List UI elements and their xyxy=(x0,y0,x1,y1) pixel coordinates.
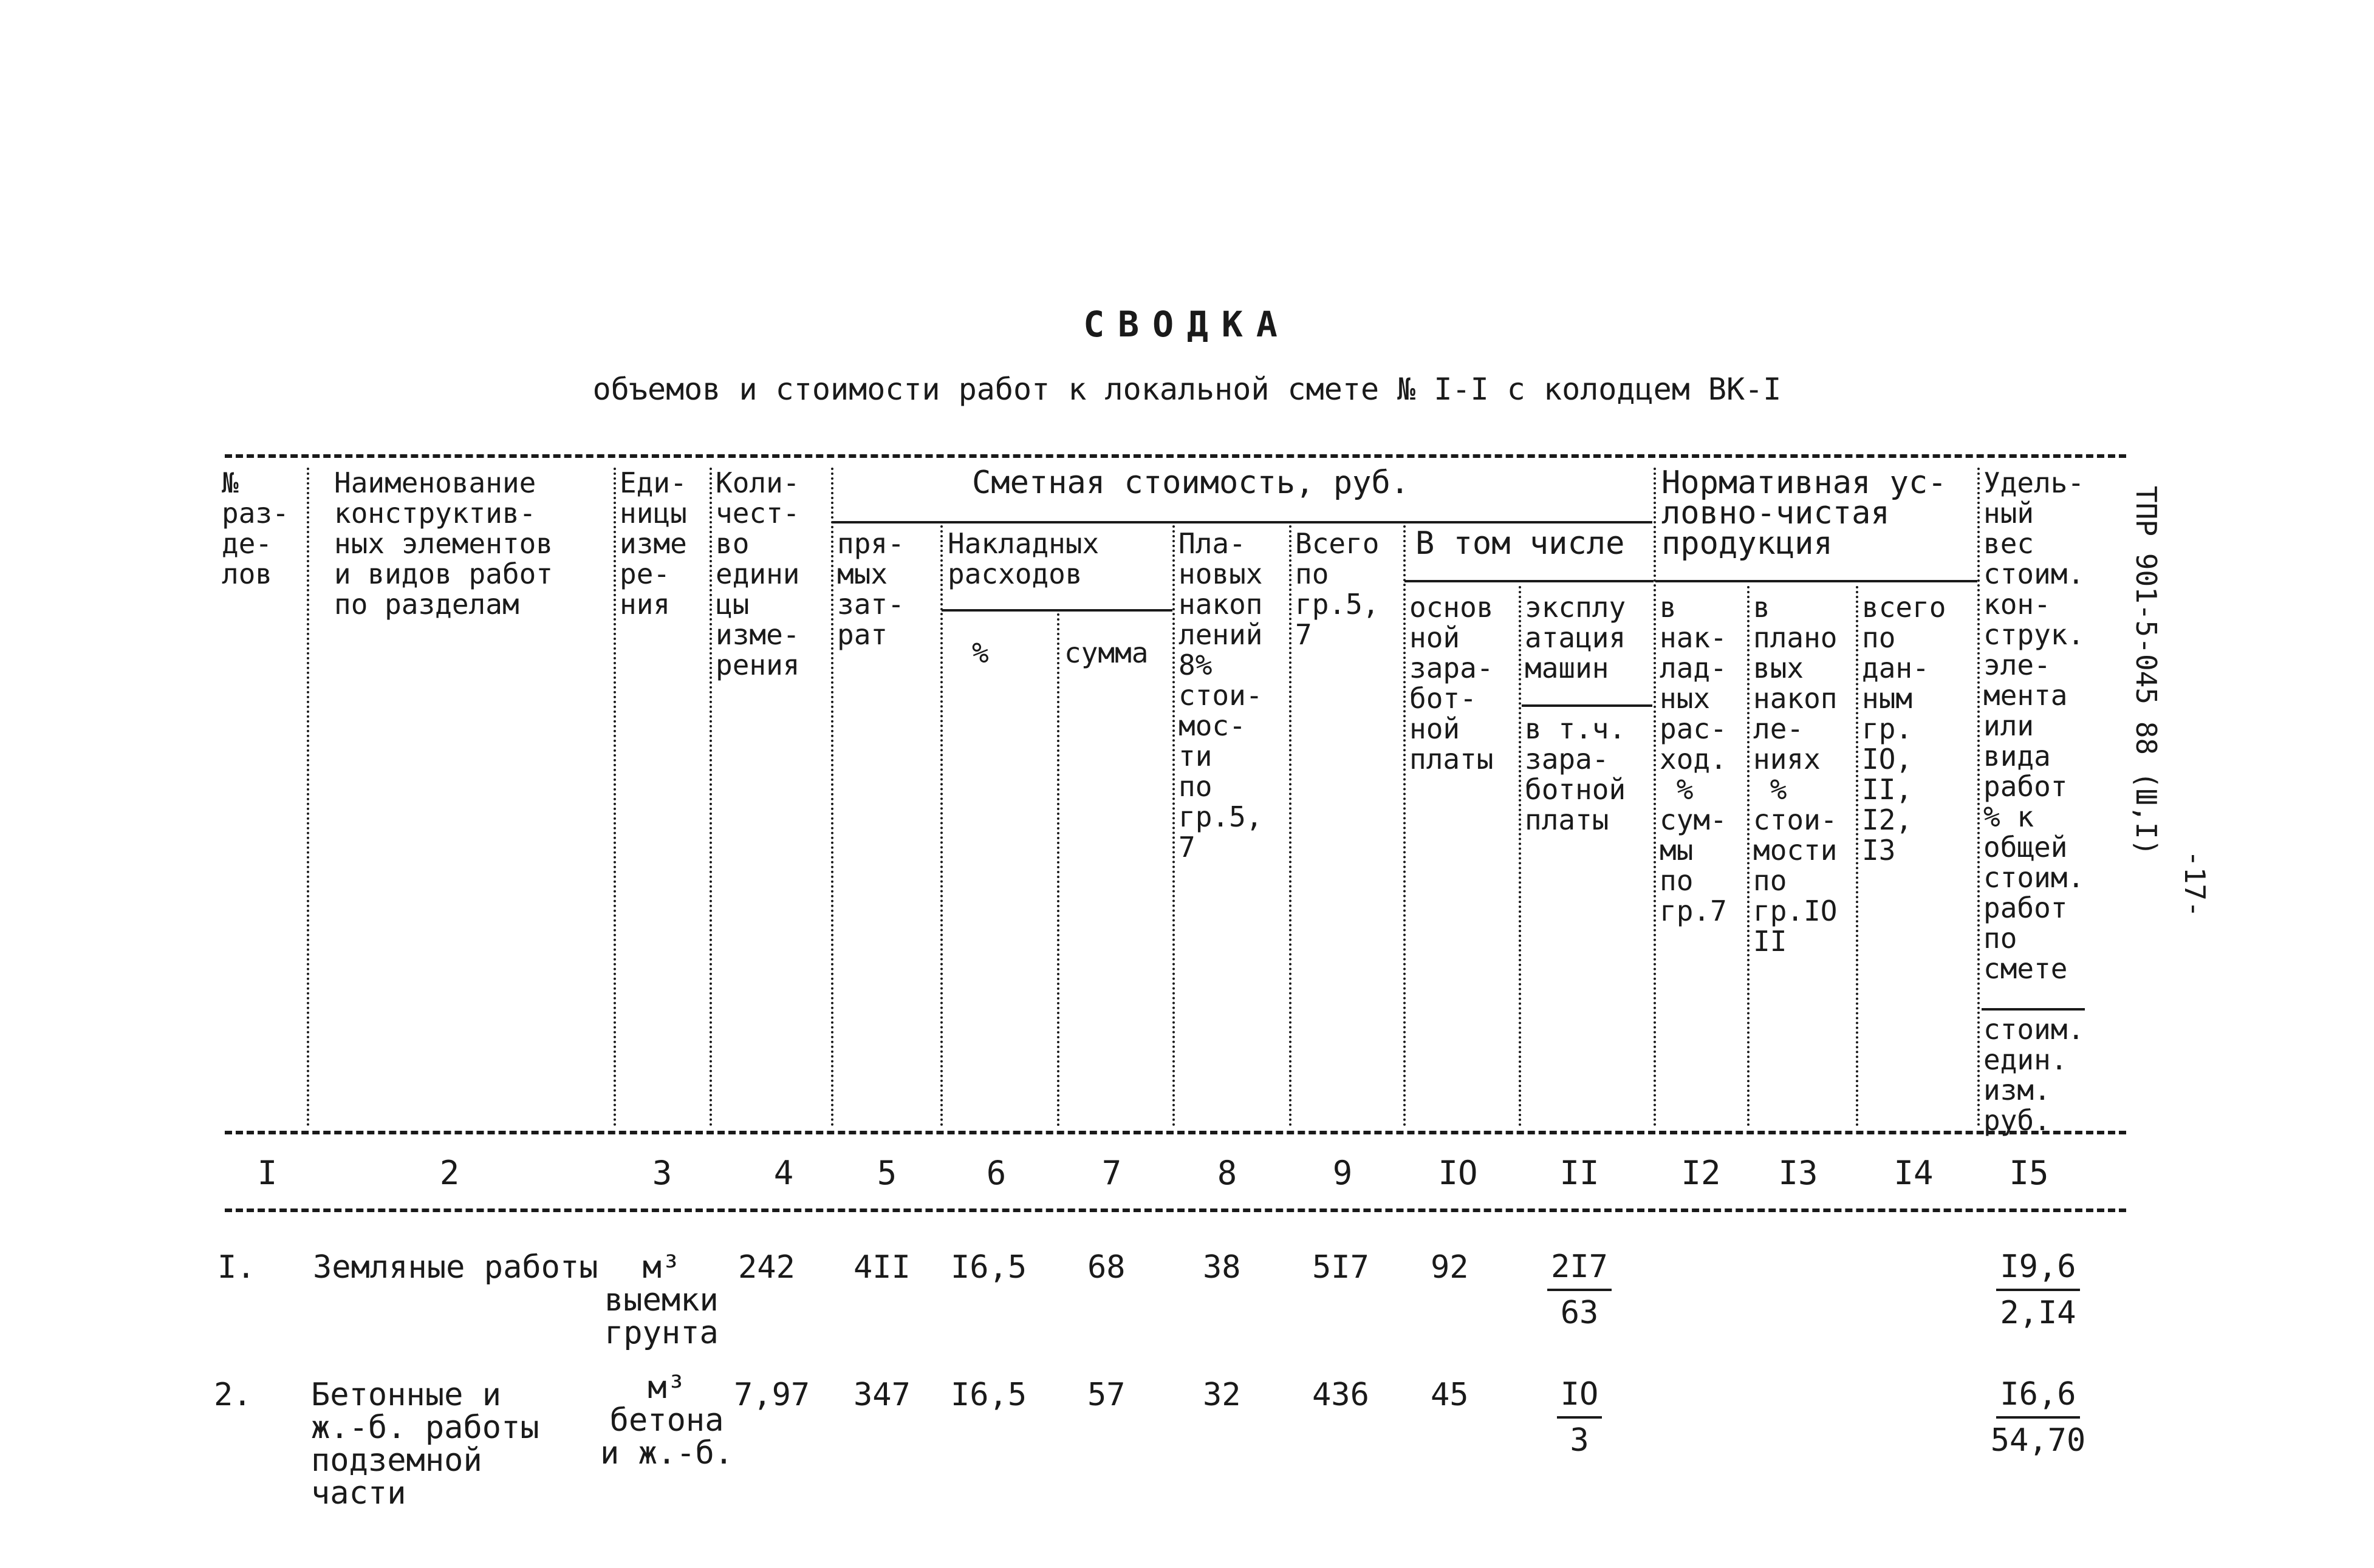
row1-share-value: I9,6 xyxy=(1996,1245,2079,1291)
row1-total: 5I7 xyxy=(1312,1249,1369,1286)
column-number: 9 xyxy=(1332,1154,1353,1192)
row2-overhead-sum: 57 xyxy=(1087,1377,1126,1413)
cost-group-rule xyxy=(832,521,1652,523)
header-unit: Еди- ницы изме ре- ния xyxy=(620,466,687,621)
column-number: 8 xyxy=(1217,1154,1237,1192)
document-subtitle: объемов и стоимости работ к локальной смете № I-I с колодцем ВК-I xyxy=(592,372,1782,407)
header-norm-total: всего по дан- ным гр. IO, II, I2, I3 xyxy=(1862,591,1946,867)
column-number: 3 xyxy=(652,1154,672,1192)
row1-machines-wages: 63 xyxy=(1560,1295,1599,1331)
header-quantity: Коли- чест- во едини цы изме- рения xyxy=(716,466,800,681)
header-overhead-sum: сумма xyxy=(1064,636,1149,669)
column-number: 2 xyxy=(439,1154,460,1192)
row1-machines xyxy=(1537,1245,1622,1335)
side-code: ТПР 901-5-045 88 (Ш,I) xyxy=(2130,486,2163,856)
row2-direct: 347 xyxy=(853,1377,911,1413)
row2-no: 2. xyxy=(214,1377,252,1413)
header-separator xyxy=(710,468,712,1127)
header-separator xyxy=(1403,525,1406,1127)
header-element-name: Наименование конструктив- ных элементов и видов работ по разделам xyxy=(334,466,553,621)
header-section-no: № раз- де- лов xyxy=(222,466,289,590)
row2-machines xyxy=(1537,1372,1622,1462)
header-separator xyxy=(1654,468,1656,1127)
row2-total: 436 xyxy=(1312,1377,1369,1413)
column-number: I3 xyxy=(1778,1154,1818,1192)
row1-unit: м³ выемки грунта xyxy=(604,1249,719,1351)
header-share: Удель- ный вес стоим. кон- струк. эле- мента или вида работ % к общей стоим. работ по смете xyxy=(1983,466,2085,985)
header-separator xyxy=(1289,525,1291,1127)
header-overhead-group: Накладных расходов xyxy=(948,527,1100,590)
column-number: I xyxy=(257,1154,278,1192)
row1-unit-cost: 2,I4 xyxy=(2000,1295,2076,1331)
share-sub-rule xyxy=(1982,1008,2085,1011)
row1-overhead-pct: I6,5 xyxy=(951,1249,1027,1286)
row1-name: Земляные работы xyxy=(313,1249,598,1286)
column-number: IO xyxy=(1438,1154,1478,1192)
including-group-rule xyxy=(1404,580,1654,582)
header-base-wages: основ ной зара- бот- ной платы xyxy=(1409,591,1494,775)
row2-share xyxy=(1986,1372,2090,1462)
header-bottom-rule xyxy=(225,1131,2126,1134)
normative-group-rule xyxy=(1655,580,1977,582)
overhead-group-rule xyxy=(942,609,1172,612)
header-separator xyxy=(1747,586,1750,1127)
row2-machines-value: IO xyxy=(1557,1372,1603,1419)
row1-planned: 38 xyxy=(1203,1249,1241,1286)
document-title: СВОДКА xyxy=(1083,304,1291,345)
header-direct-costs: пря- мых зат- рат xyxy=(837,527,905,651)
column-number: 7 xyxy=(1101,1154,1122,1192)
row2-planned: 32 xyxy=(1203,1377,1241,1413)
header-separator xyxy=(307,468,309,1127)
header-total: Всего по гр.5, 7 xyxy=(1295,527,1380,651)
header-separator xyxy=(614,468,616,1127)
header-normative-group: Нормативная ус- ловно-чистая продукция xyxy=(1661,465,1947,562)
column-number: I4 xyxy=(1893,1154,1934,1192)
column-number: 4 xyxy=(773,1154,794,1192)
column-number: II xyxy=(1559,1154,1599,1192)
row1-machines-value: 2I7 xyxy=(1547,1245,1612,1291)
row2-wages: 45 xyxy=(1431,1377,1469,1413)
header-separator xyxy=(1172,525,1175,1127)
header-machine-operation: эксплу атация машин xyxy=(1525,591,1626,684)
row1-qty: 242 xyxy=(738,1249,795,1286)
header-separator xyxy=(1856,586,1858,1127)
column-number: 6 xyxy=(986,1154,1007,1192)
header-norm-planned: в плано вых накоп ле- ниях % стои- мости по гр.IO II xyxy=(1753,591,1838,958)
row2-name: Бетонные и ж.-б. работы подземной части xyxy=(311,1377,539,1512)
row1-share xyxy=(1986,1245,2090,1335)
row2-unit-cost: 54,70 xyxy=(1990,1422,2086,1459)
header-separator xyxy=(1057,613,1059,1127)
row1-overhead-sum: 68 xyxy=(1087,1249,1126,1286)
header-norm-overhead: в нак- лад- ных рас- ход. % сум- мы по гр.7 xyxy=(1660,591,1727,927)
header-machine-wages: в т.ч. зара- ботной платы xyxy=(1525,712,1626,836)
row2-machines-wages: 3 xyxy=(1570,1422,1589,1459)
row2-unit: м³ бетона и ж.-б. xyxy=(600,1369,734,1471)
machines-sub-rule xyxy=(1522,704,1652,707)
header-unit-cost: стоим. един. изм. руб. xyxy=(1983,1013,2085,1137)
header-planned-savings: Пла- новых накоп лений 8% стои- мос- ти по гр.5, 7 xyxy=(1178,527,1263,864)
row1-wages: 92 xyxy=(1431,1249,1469,1286)
row1-no: I. xyxy=(217,1249,256,1286)
header-cost-group: Сметная стоимость, руб. xyxy=(972,465,1410,501)
header-including-group: В том числе xyxy=(1415,525,1625,562)
header-overhead-percent: % xyxy=(972,636,989,669)
header-separator xyxy=(940,525,943,1127)
table-top-rule xyxy=(225,454,2126,458)
row2-overhead-pct: I6,5 xyxy=(951,1377,1027,1413)
row2-share-value: I6,6 xyxy=(1996,1372,2079,1419)
header-separator xyxy=(1977,468,1980,1127)
header-separator xyxy=(831,468,833,1127)
column-numbers-rule xyxy=(225,1208,2126,1212)
row1-direct: 4II xyxy=(853,1249,911,1286)
header-separator xyxy=(1519,586,1521,1127)
column-number: I2 xyxy=(1681,1154,1721,1192)
column-number: I5 xyxy=(2009,1154,2049,1192)
row2-qty: 7,97 xyxy=(734,1377,810,1413)
page-number: -17- xyxy=(2178,850,2211,918)
column-number: 5 xyxy=(877,1154,897,1192)
